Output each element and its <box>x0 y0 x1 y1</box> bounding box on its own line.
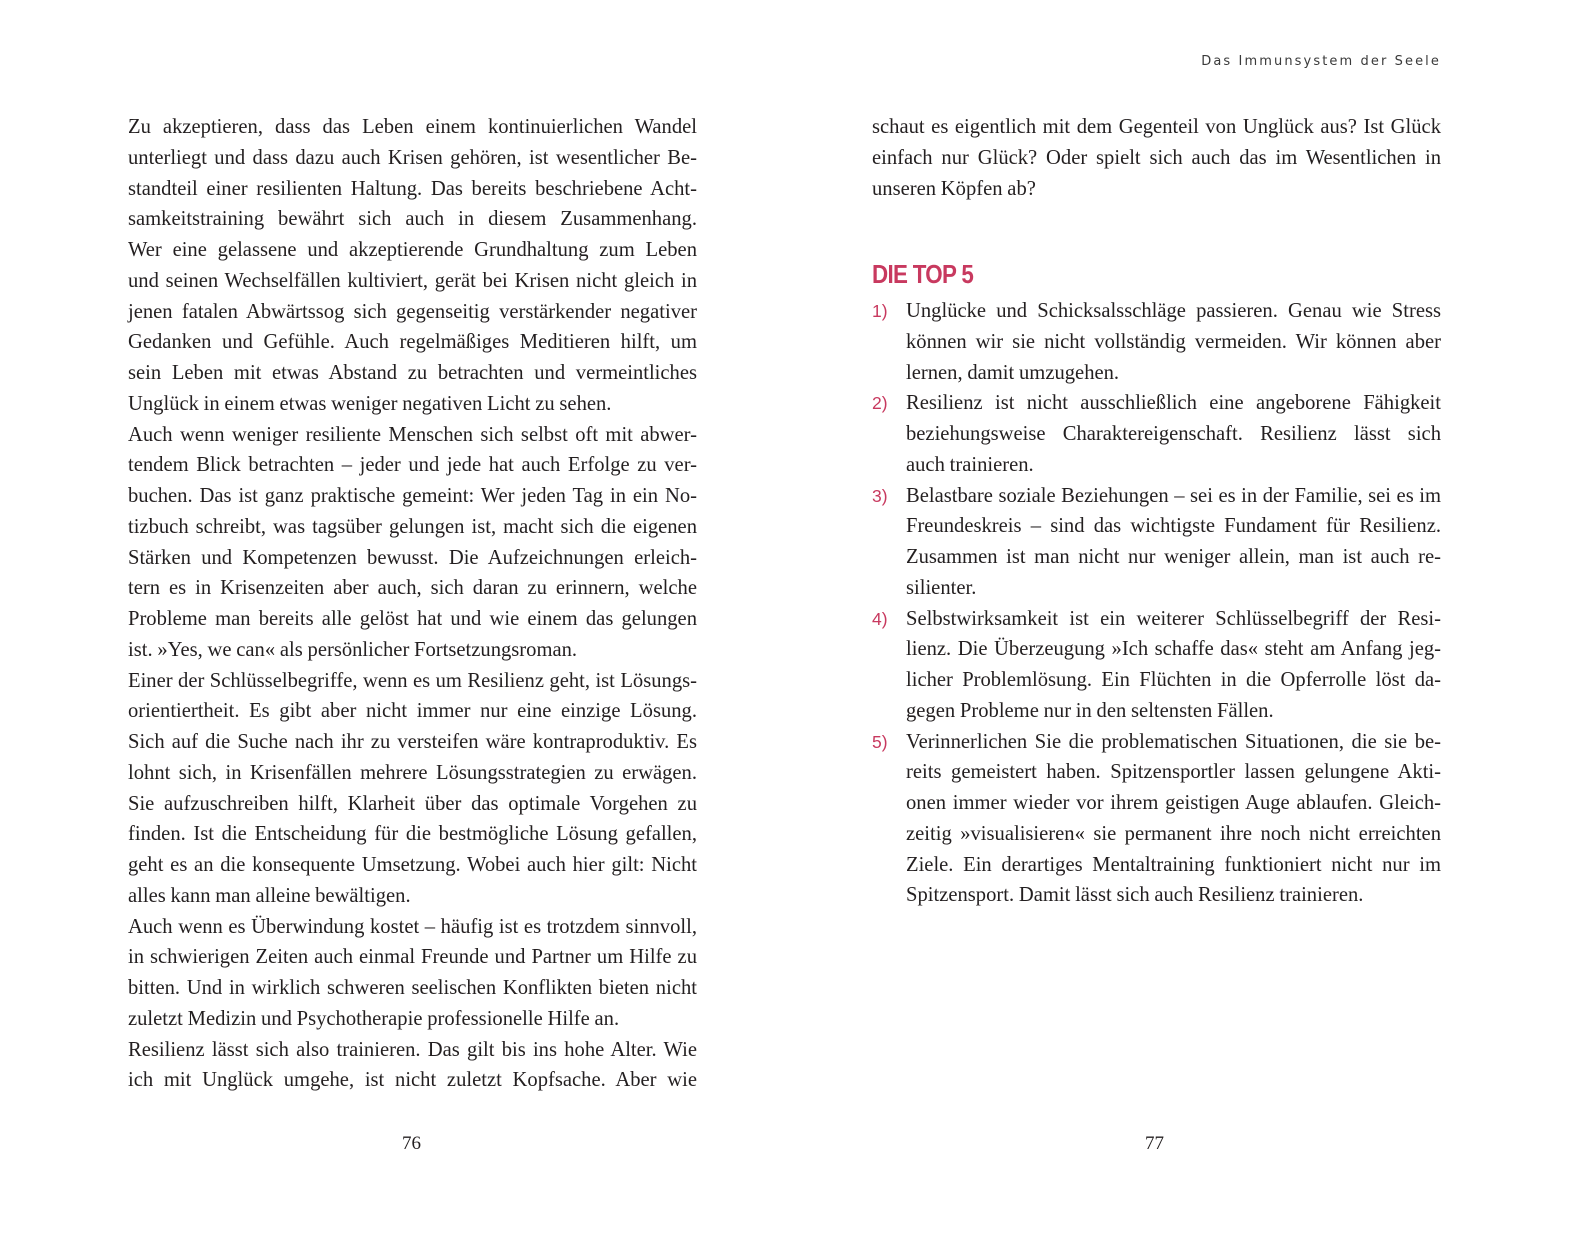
text-line: reits gemeistert haben. Spitzensportler lassen gelungene Akti- <box>906 761 1441 784</box>
text-line: ich mit Unglück umgehe, ist nicht zuletzt Kopfsache. Aber wie <box>128 1069 697 1092</box>
text-line: Auch wenn weniger resiliente Menschen sich selbst oft mit abwer- <box>128 423 697 446</box>
text-line: jenen fatalen Abwärtssog sich gegenseitig verstärkender negativer <box>128 300 697 323</box>
list-item-number: 1) <box>872 301 888 321</box>
text-line: geht es an die konsequente Umsetzung. Wobei auch hier gilt: Nicht <box>128 854 697 876</box>
running-head: Das Immunsystem der Seele <box>1201 54 1441 69</box>
left-page-body <box>128 112 697 1096</box>
text-line: finden. Ist die Entscheidung für die bestmögliche Lösung gefallen, <box>128 823 697 846</box>
text-line: Wer eine gelassene und akzeptierende Grundhaltung zum Leben <box>128 239 697 261</box>
text-line: in schwierigen Zeiten auch einmal Freunde und Partner um Hilfe zu <box>128 946 697 969</box>
text-line: bitten. Und in wirklich schweren seelischen Konflikten bieten nicht <box>128 977 697 999</box>
section-heading: DIE TOP 5 <box>872 259 974 289</box>
text-line: Probleme man bereits alle gelöst hat und wie einem das gelungen <box>128 608 697 630</box>
text-line: lohnt sich, in Krisenfällen mehrere Lösungsstrategien zu erwägen. <box>128 761 697 784</box>
list-item-text <box>906 388 1441 480</box>
page-number-left: 76 <box>402 1133 421 1154</box>
text-line: Gedanken und Gefühle. Auch regelmäßiges Meditieren hilft, um <box>128 331 697 354</box>
text-line: schaut es eigentlich mit dem Gegenteil von Unglück aus? Ist Glück <box>872 116 1441 138</box>
text-line: Sie aufzuschreiben hilft, Klarheit über das optimale Vorgehen zu <box>128 792 697 815</box>
text-line: orientiertheit. Es gibt aber nicht immer nur eine einzige Lösung. <box>128 700 697 723</box>
text-line: zeitig »visualisieren« sie permanent ihre noch nicht erreichten <box>906 822 1441 845</box>
text-line: unterliegt und dass dazu auch Krisen gehören, ist wesentlicher Be- <box>128 146 697 169</box>
text-line: Unglücke und Schicksalsschläge passieren. Genau wie Stress <box>906 300 1441 322</box>
text-line: standteil einer resilienten Haltung. Das bereits beschriebene Acht- <box>128 177 697 200</box>
text-line: Zu akzeptieren, dass das Leben einem kontinuierlichen Wandel <box>128 116 697 138</box>
text-line: Stärken und Kompetenzen bewusst. Die Aufzeichnungen erleich- <box>128 546 697 569</box>
list-item <box>872 727 1441 912</box>
text-line: unseren Köpfen ab? <box>872 177 1036 200</box>
text-line: lernen, damit umzugehen. <box>906 361 1120 384</box>
text-line: Unglück in einem etwas weniger negativen Licht zu sehen. <box>128 392 612 415</box>
text-line: und seinen Wechselfällen kultiviert, gerät bei Krisen nicht gleich in <box>128 269 697 292</box>
list-item <box>872 481 1441 604</box>
text-line: samkeitstraining bewährt sich auch in diesem Zusammenhang. <box>128 208 697 231</box>
list-item-number: 3) <box>872 485 888 506</box>
list-item-text <box>906 481 1441 604</box>
list-item-number: 2) <box>872 393 888 414</box>
list-item-text <box>906 296 1441 388</box>
text-line: lienz. Die Überzeugung »Ich schaffe das« steht am Anfang jeg- <box>906 638 1441 661</box>
text-line: Resilienz lässt sich also trainieren. Das gilt bis ins hohe Alter. Wie <box>128 1038 697 1061</box>
text-line: ist. »Yes, we can« als persönlicher Fortsetzungsroman. <box>128 638 578 661</box>
text-line: buchen. Das ist ganz praktische gemeint: Wer jeden Tag in ein No- <box>128 485 697 507</box>
text-line: tizbuch schreibt, was tagsüber gelungen ist, macht sich die eigenen <box>128 515 697 538</box>
text-line: Belastbare soziale Beziehungen – sei es in der Familie, sei es im <box>906 484 1441 507</box>
text-line: Einer der Schlüsselbegriffe, wenn es um Resilienz geht, ist Lösungs- <box>128 669 697 692</box>
list-item <box>872 296 1441 388</box>
text-line: Freundeskreis – sind das wichtigste Fundament für Resilienz. <box>906 515 1441 538</box>
list-item <box>872 604 1441 727</box>
list-item <box>872 388 1441 480</box>
text-line: beziehungsweise Charaktereigenschaft. Resilienz lässt sich <box>906 423 1441 445</box>
text-line: tern es in Krisenzeiten aber auch, sich daran zu erinnern, welche <box>128 577 697 600</box>
text-line: Auch wenn es Überwindung kostet – häufig ist es trotzdem sinnvoll, <box>128 915 697 938</box>
top5-list <box>872 296 1441 911</box>
text-line: Sich auf die Suche nach ihr zu versteifen wäre kontraproduktiv. Es <box>128 731 697 753</box>
text-line: Verinnerlichen Sie die problematischen Situationen, die sie be- <box>906 730 1441 753</box>
list-item-number: 5) <box>872 731 888 752</box>
text-line: Ziele. Ein derartiges Mentaltraining funktioniert nicht nur im <box>906 853 1441 876</box>
text-line: alles kann man alleine bewältigen. <box>128 884 411 907</box>
text-line: einfach nur Glück? Oder spielt sich auch das im Wesentlichen in <box>872 146 1441 169</box>
text-line: licher Problemlösung. Ein Flüchten in die Opferrolle löst da- <box>906 669 1441 691</box>
text-line: Selbstwirksamkeit ist ein weiterer Schlüsselbegriff der Resi- <box>906 607 1441 630</box>
text-line: Zusammen ist man nicht nur weniger allein, man ist auch re- <box>906 546 1441 568</box>
text-line: sein Leben mit etwas Abstand zu betrachten und vermeintliches <box>128 362 697 384</box>
text-line: Spitzensport. Damit lässt sich auch Resilienz trainieren. <box>906 884 1364 907</box>
page-number-right: 77 <box>1145 1133 1164 1154</box>
text-line: können wir sie nicht vollständig vermeiden. Wir können aber <box>906 330 1441 353</box>
list-item-number: 4) <box>872 608 888 629</box>
text-line: gegen Probleme nur in den seltensten Fällen. <box>906 699 1274 722</box>
text-line: onen immer wieder vor ihrem geistigen Auge ablaufen. Gleich- <box>906 792 1441 814</box>
text-line: tendem Blick betrachten – jeder und jede hat auch Erfolge zu ver- <box>128 454 697 477</box>
text-line: silienter. <box>906 576 977 599</box>
text-line: zuletzt Medizin und Psychotherapie professionelle Hilfe an. <box>128 1007 620 1030</box>
list-item-text <box>906 727 1441 912</box>
list-item-text <box>906 604 1441 727</box>
right-page-intro <box>872 112 1441 204</box>
text-line: Resilienz ist nicht ausschließlich eine angeborene Fähigkeit <box>906 392 1441 415</box>
text-line: auch trainieren. <box>906 453 1034 476</box>
